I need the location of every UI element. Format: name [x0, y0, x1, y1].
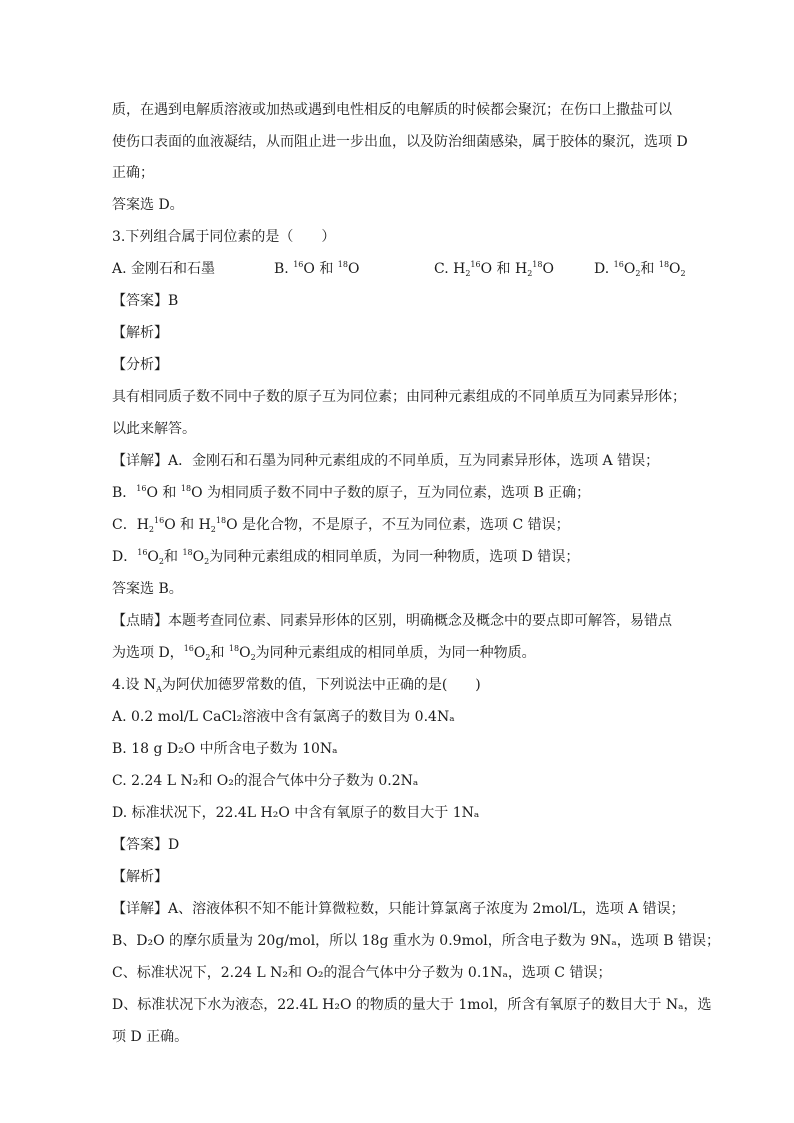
question-4-stem: 4.设 $N_A$为阿伏加德罗常数的值，下列说法中正确的是( ) — [112, 677, 481, 694]
detail-d-cont: 项 D 正确。 — [112, 1029, 189, 1045]
analysis-label: 【解析】 — [112, 869, 168, 885]
option-b: B. $^{16}$O 和 $^{18}$O — [274, 260, 360, 277]
comment-line: 为选项 D，$^{16}O_2$和 $^{18}O_2$为同种元素组成的相同单质，为同一种物质。 — [112, 644, 536, 662]
option-d: D. 标准状况下，22.4L H₂O 中含有氧原子的数目大于 1Nₐ — [112, 805, 480, 821]
detail-b-text: 为相同质子数不同中子数的原子，互为同位素，选项 B 正确； — [207, 485, 591, 501]
comment-head: 为选项 D， — [112, 645, 184, 661]
answer-line: 答案选 B。 — [112, 581, 183, 597]
question-3-options — [112, 260, 692, 280]
detail-d: D、标准状况下水为液态，22.4L H₂O 的物质的量大于 1mol，所含有氧原子的数目大于 Nₐ，选 — [112, 997, 712, 1013]
option-c: C. $H_2^{16}O$ 和 $H_2^{18}O$ — [434, 260, 554, 278]
comment-tail: 为同种元素组成的相同单质，为同一种物质。 — [255, 645, 536, 661]
detail-c: C．$H_2^{16}O$ 和 $H_2^{18}O$ 是化合物，不是原子，不互为同位素，选项 C 错误； — [112, 516, 570, 534]
detail-d-text: 为同种元素组成的相同单质，为同一种物质，选项 D 错误； — [209, 549, 580, 565]
fenxi-label: 【分析】 — [112, 357, 168, 373]
detail-a: 【详解】A．金刚石和石墨为同种元素组成的不同单质，互为同素异形体，选项 A 错误； — [112, 453, 660, 469]
answer-label: 【答案】B — [112, 293, 179, 309]
detail-c-text: 是化合物，不是原子，不互为同位素，选项 C 错误； — [242, 517, 570, 533]
option-b: B. 18 g D₂O 中所含电子数为 10Nₐ — [112, 741, 338, 757]
text-line: 质，在遇到电解质溶液或加热或遇到电性相反的电解质的时候都会聚沉；在伤口上撒盐可以 — [112, 102, 672, 118]
answer-label: 【答案】D — [112, 837, 180, 853]
text-line: 使伤口表面的血液凝结，从而阻止进一步出血，以及防治细菌感染，属于胶体的聚沉，选项 D — [112, 134, 688, 150]
analysis-label: 【解析】 — [112, 325, 168, 341]
detail-d: D．$^{16}O_2$和 $^{18}O_2$为同种元素组成的相同单质，为同一种物质，选项 D 错误； — [112, 548, 580, 566]
option-d: D. $^{16}O_2$和 $^{18}O_2$ — [594, 260, 686, 278]
detail-b: B．$^{16}$O 和 $^{18}$O 为相同质子数不同中子数的原子，互为同位素，选项 B 正确； — [112, 484, 591, 501]
answer-line: 答案选 D。 — [112, 197, 184, 213]
text-line: 正确； — [112, 165, 154, 181]
text-line: 具有相同质子数不同中子数的原子互为同位素；由同种元素组成的不同单质互为同素异形体； — [112, 389, 686, 405]
comment-line: 【点睛】本题考查同位素、同素异形体的区别，明确概念及概念中的要点即可解答，易错点 — [112, 613, 672, 629]
question-3-stem: 3.下列组合属于同位素的是（ ） — [112, 229, 336, 245]
detail-c: C、标准状况下，2.24 L N₂和 O₂的混合气体中分子数为 0.1Nₐ，选项 C 错误； — [112, 965, 612, 981]
stem-head: 4.设 N — [112, 677, 157, 693]
option-c: C. 2.24 L N₂和 O₂的混合气体中分子数为 0.2Nₐ — [112, 773, 419, 789]
detail-b: B、D₂O 的摩尔质量为 20g/mol，所以 18g 重水为 0.9mol，所含电子数为 9Nₐ，选项 B 错误； — [112, 933, 720, 949]
stem-tail: 为阿伏加德罗常数的值，下列说法中正确的是( ) — [161, 677, 481, 693]
option-a: A. 金刚石和石墨 — [112, 261, 216, 277]
text-line: 以此来解答。 — [112, 421, 196, 437]
detail-a: 【详解】A、溶液体积不知不能计算微粒数，只能计算氯离子浓度为 2mol/L，选项 A 错误； — [112, 901, 685, 917]
option-a: A. 0.2 mol/L CaCl₂溶液中含有氯离子的数目为 0.4Nₐ — [112, 709, 455, 725]
